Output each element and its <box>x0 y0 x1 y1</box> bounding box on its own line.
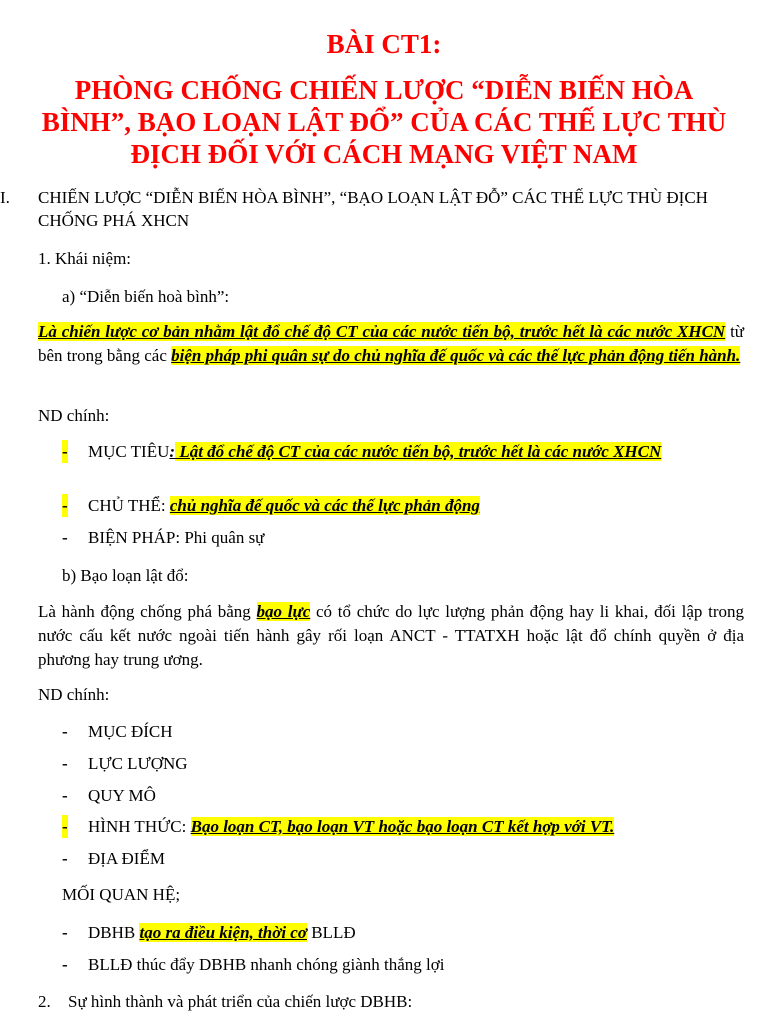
blld-definition-highlight: bạo lực <box>256 602 311 621</box>
blld-definition-text-1: Là hành động chống phá bằng <box>38 602 257 621</box>
bullet-dash: - <box>62 528 68 547</box>
nd-label-1: ND chính: <box>38 406 110 425</box>
bullet-dash: - <box>62 754 68 773</box>
relation-label: MỐI QUAN HỆ; <box>62 885 181 904</box>
bullet-dash: - <box>62 496 68 515</box>
bullet-dash: - <box>62 955 68 974</box>
bullet-text: DBHB <box>88 923 140 942</box>
bullet-luc-luong: LỰC LƯỢNG <box>88 754 188 773</box>
bullet-dash: - <box>62 722 68 741</box>
bullet-value: Bạo loạn CT, bạo loạn VT hoặc bạo loạn CT kết hợp với VT. <box>190 817 615 836</box>
bullet-text: BLLĐ <box>306 923 356 942</box>
bullet-colon: : <box>169 442 176 461</box>
bullet-label: CHỦ THỂ: <box>88 496 170 515</box>
dbhb-definition-text: từ bên trong bằng các <box>38 322 745 365</box>
item-a-label: a) “Diễn biến hoà bình”: <box>62 287 230 306</box>
bullet-muc-tieu <box>88 440 744 463</box>
bullet-hinh-thuc <box>88 815 614 838</box>
item-1-label: 1. Khái niệm: <box>38 249 132 268</box>
section-number: I. <box>0 188 10 207</box>
dbhb-definition-highlight-1: Là chiến lược cơ bản nhằm lật đổ chế độ CT của các nước tiến bộ, trước hết là các nước XHCN <box>38 322 726 341</box>
item-2 <box>38 990 412 1013</box>
blld-definition-text-2: có tổ chức do lực lượng phản động hay li khai, đối lập trong nước cấu kết nước ngoài tiến hành gây rối loạn ANCT - TTATXH hoặc lật đổ chính quyền ở địa phương hay trung ương. <box>38 602 744 669</box>
section-heading: CHIẾN LƯỢC “DIỄN BIẾN HÒA BÌNH”, “BẠO LOẠN LẬT ĐỖ” CÁC THẾ LỰC THÙ ĐỊCH CHỐNG PHÁ XHCN <box>38 188 708 230</box>
nd-label-2: ND chính: <box>38 685 110 704</box>
bullet-bien-phap: BIỆN PHÁP: Phi quân sự <box>88 528 265 547</box>
blld-definition <box>38 600 744 672</box>
bullet-dia-diem: ĐỊA ĐIỂM <box>88 849 165 868</box>
bullet-value: tạo ra điều kiện, thời cơ <box>139 923 307 942</box>
bullet-label: HÌNH THỨC: <box>88 817 191 836</box>
lesson-subtitle: PHÒNG CHỐNG CHIẾN LƯỢC “DIỄN BIẾN HÒA BÌNH”, BẠO LOẠN LẬT ĐỔ” CỦA CÁC THẾ LỰC THÙ ĐỊCH ĐỐI VỚI CÁCH MẠNG VIỆT NAM <box>41 75 727 169</box>
bullet-muc-dich: MỤC ĐÍCH <box>88 722 173 741</box>
item-2-label: Sự hình thành và phát triển của chiến lược DBHB: <box>68 992 413 1011</box>
bullet-dash: - <box>62 923 68 942</box>
bullet-value: chủ nghĩa đế quốc và các thế lực phản động <box>169 496 480 515</box>
bullet-blld: BLLĐ thúc đẩy DBHB nhanh chóng giành thắng lợi <box>88 955 445 974</box>
item-b-label: b) Bạo loạn lật đổ: <box>62 566 189 585</box>
bullet-dash: - <box>62 442 68 461</box>
bullet-dash: - <box>62 786 68 805</box>
bullet-quy-mo: QUY MÔ <box>88 786 156 805</box>
bullet-dash: - <box>62 817 68 836</box>
bullet-chu-the <box>88 494 480 517</box>
bullet-label: MỤC TIÊU <box>88 442 170 461</box>
lesson-title: BÀI CT1: <box>326 29 442 59</box>
item-2-number: 2. <box>38 992 51 1011</box>
bullet-dbhb <box>88 921 356 944</box>
bullet-value: Lật đổ chế độ CT của các nước tiến bộ, trước hết là các nước XHCN <box>175 442 662 461</box>
bullet-dash: - <box>62 849 68 868</box>
dbhb-definition <box>38 320 744 368</box>
dbhb-definition-highlight-2: biện pháp phi quân sự do chủ nghĩa đế quốc và các thế lực phản động tiến hành. <box>171 346 741 365</box>
